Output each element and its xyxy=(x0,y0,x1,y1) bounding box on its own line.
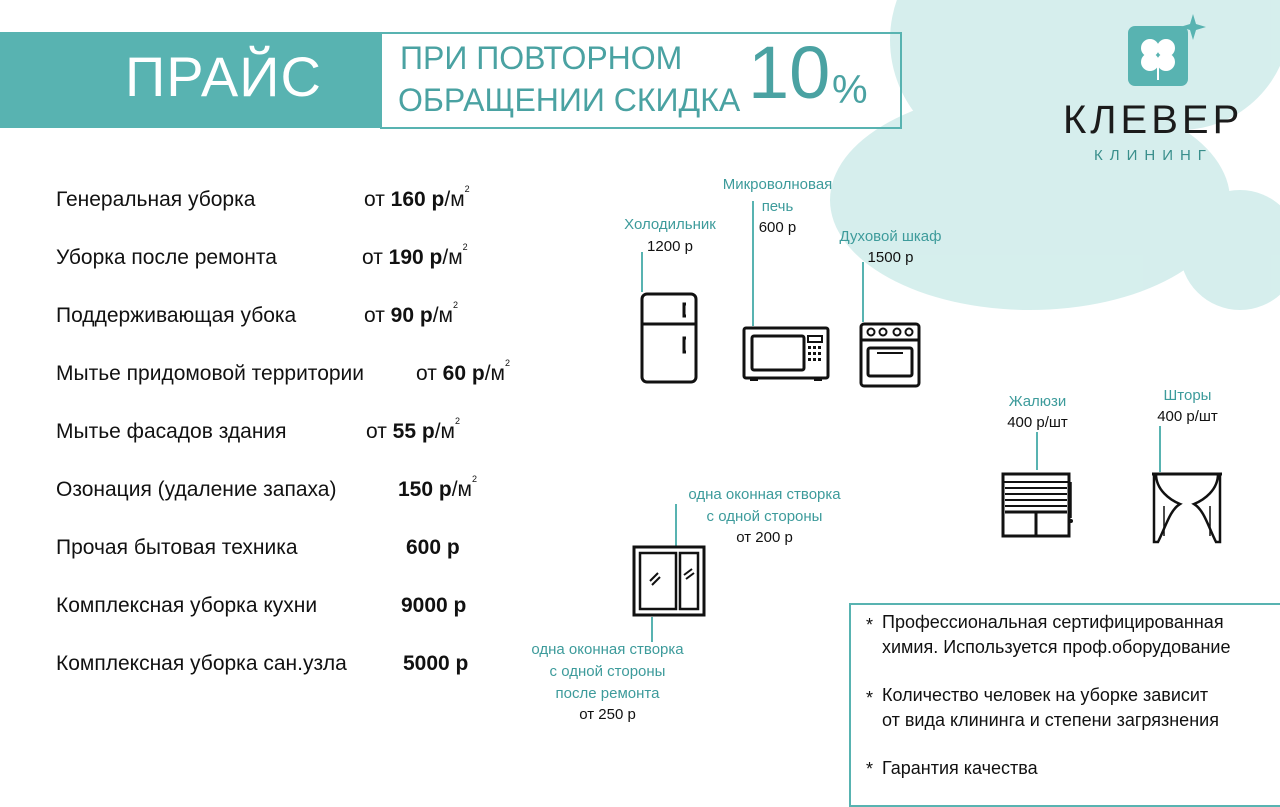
microwave-price: 600 р xyxy=(758,219,797,236)
oven-price: 1500 р xyxy=(867,249,914,266)
service-name: Генеральная уборка xyxy=(56,188,256,211)
service-name: Комплексная уборка кухни xyxy=(56,594,318,617)
fridge-price: 1200 р xyxy=(647,238,693,255)
curtains-pointer-line xyxy=(1159,426,1161,472)
promo-text-line1: ПРИ ПОВТОРНОМ xyxy=(400,40,683,76)
note-text: Гарантия качества xyxy=(882,758,1038,778)
service-price: от 55 $р/м^2$ xyxy=(366,416,460,443)
window-repair-title-line3: после ремонта xyxy=(555,685,660,702)
blinds-icon xyxy=(1001,470,1075,540)
microwave-title-line2: печь xyxy=(761,198,794,215)
fridge-title: Холодильник xyxy=(624,216,716,233)
blinds-price: 400 р/шт xyxy=(1007,414,1068,431)
service-price: 150 $р/м^2$ xyxy=(398,474,477,501)
window-title-line2: с одной стороны xyxy=(706,508,823,525)
service-price: 600 р xyxy=(406,536,460,559)
oven-pointer-line xyxy=(862,262,864,322)
service-name: Поддерживающая убока xyxy=(56,304,297,327)
page-title: ПРАЙС xyxy=(125,45,322,108)
window-repair-title-line1: одна оконная створка xyxy=(531,641,684,658)
oven-icon xyxy=(859,322,921,390)
curtains-icon xyxy=(1150,470,1224,546)
microwave-icon xyxy=(742,326,830,382)
window-pointer-line-bottom xyxy=(651,617,653,642)
promo-percent-sign: % xyxy=(832,68,868,112)
service-price: 9000 р xyxy=(401,594,467,617)
brand-subtitle: КЛИНИНГ xyxy=(1094,147,1213,164)
note-bullet: * xyxy=(866,688,874,708)
promo-discount-number: 10 xyxy=(748,31,831,114)
sparkle-icon xyxy=(1178,12,1208,42)
service-price: 5000 р xyxy=(403,652,469,675)
fridge-icon xyxy=(640,292,698,384)
service-name: Мытье фасадов здания xyxy=(56,420,287,443)
note-text: Количество человек на уборке зависит xyxy=(882,685,1209,705)
service-price: от 160 $р/м^2$ xyxy=(364,184,470,211)
blinds-pointer-line xyxy=(1036,432,1038,470)
service-name: Мытье придомовой территории xyxy=(56,362,365,385)
note-text: Профессиональная сертифицированная xyxy=(882,612,1224,632)
service-price: от 190 $р/м^2$ xyxy=(362,242,468,269)
fridge-pointer-line xyxy=(641,252,643,292)
window-repair-price: от 250 р xyxy=(579,706,636,723)
promo-text-line2: ОБРАЩЕНИИ СКИДКА xyxy=(398,82,741,118)
curtains-title: Шторы xyxy=(1163,387,1212,404)
window-price: от 200 р xyxy=(736,529,793,546)
service-price: от 90 $р/м^2$ xyxy=(364,300,458,327)
window-title-line1: одна оконная створка xyxy=(688,486,841,503)
service-name: Комплексная уборка сан.узла xyxy=(56,652,347,675)
service-price: от 60 $р/м^2$ xyxy=(416,358,510,385)
service-name: Прочая бытовая техника xyxy=(56,536,298,559)
curtains-price: 400 р/шт xyxy=(1157,408,1218,425)
note-text: химия. Используется проф.оборудование xyxy=(882,637,1231,657)
service-name: Уборка после ремонта xyxy=(56,246,277,269)
service-name: Озонация (удаление запаха) xyxy=(56,478,337,501)
note-bullet: * xyxy=(866,615,874,635)
blinds-title: Жалюзи xyxy=(1008,393,1067,410)
oven-title: Духовой шкаф xyxy=(839,228,942,245)
window-repair-title-line2: с одной стороны xyxy=(549,663,666,680)
note-bullet: * xyxy=(866,759,874,779)
microwave-pointer-line xyxy=(752,201,754,326)
note-text: от вида клининга и степени загрязнения xyxy=(882,710,1219,730)
brand-name: КЛЕВЕР xyxy=(1063,98,1244,142)
window-icon xyxy=(632,545,706,617)
window-pointer-line-top xyxy=(675,504,677,548)
microwave-title-line1: Микроволновая xyxy=(722,176,833,193)
